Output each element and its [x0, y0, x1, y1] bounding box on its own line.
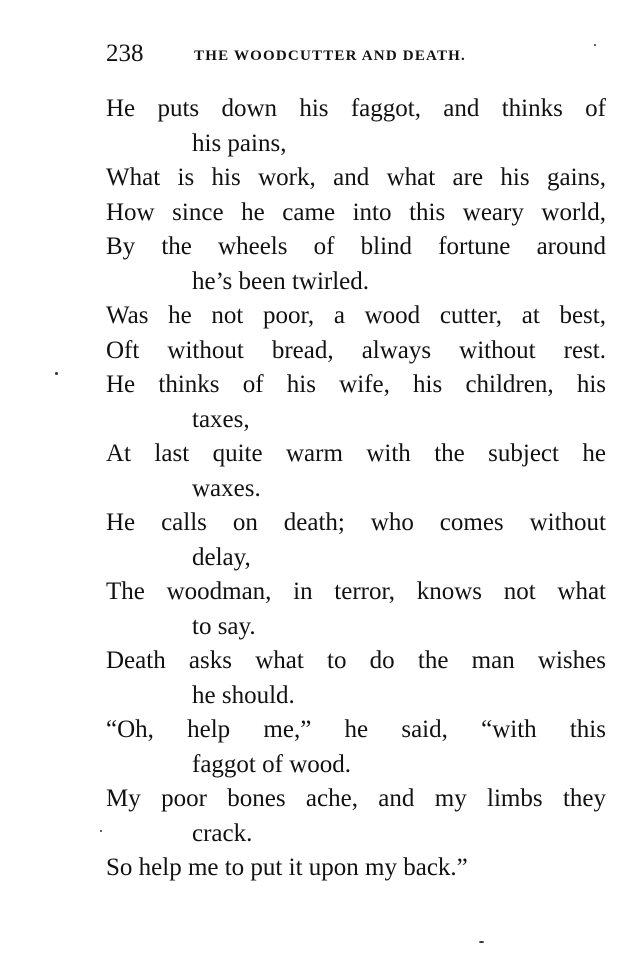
poem-line-continuation: to say. [192, 612, 256, 640]
poem-line: At last quite warm with the subject he [106, 440, 606, 467]
poem-line: He puts down his faggot, and thinks of [106, 95, 606, 122]
page-header [106, 38, 586, 72]
poem-line-continuation: he should. [192, 681, 295, 709]
poem-line: “Oh, help me,” he said, “with this [106, 716, 606, 743]
running-head: THE WOODCUTTER AND DEATH. [194, 48, 466, 64]
poem-line-continuation: crack. [192, 819, 253, 847]
poem-line: How since he came into this weary world, [106, 198, 606, 226]
poem-line-continuation: faggot of wood. [192, 750, 351, 778]
poem-line-continuation: he’s been twirled. [192, 267, 370, 295]
poem-line: Death asks what to do the man wishes [106, 647, 606, 674]
page-number: 238 [106, 40, 144, 67]
poem-line-continuation: delay, [192, 543, 251, 571]
poem-line: By the wheels of blind fortune around [106, 233, 606, 260]
poem-line: The woodman, in terror, knows not what [106, 578, 606, 605]
poem-line: He thinks of his wife, his children, his [106, 371, 606, 398]
poem-line-continuation: taxes, [192, 405, 250, 433]
poem-line-continuation: waxes. [192, 474, 261, 502]
poem-line: So help me to put it upon my back.” [106, 854, 468, 881]
poem-line: He calls on death; who comes without [106, 509, 606, 536]
poem-line: What is his work, and what are his gains, [106, 164, 606, 191]
poem-line: My poor bones ache, and my limbs they [106, 785, 606, 812]
print-speck [594, 44, 596, 46]
poem-line: Oft without bread, always without rest. [106, 336, 606, 364]
poem-line: Was he not poor, a wood cutter, at best, [106, 302, 606, 329]
print-speck [55, 372, 58, 375]
print-speck [100, 830, 102, 832]
print-speck [479, 941, 484, 943]
poem-line-continuation: his pains, [192, 129, 287, 157]
poem-body [106, 92, 606, 886]
